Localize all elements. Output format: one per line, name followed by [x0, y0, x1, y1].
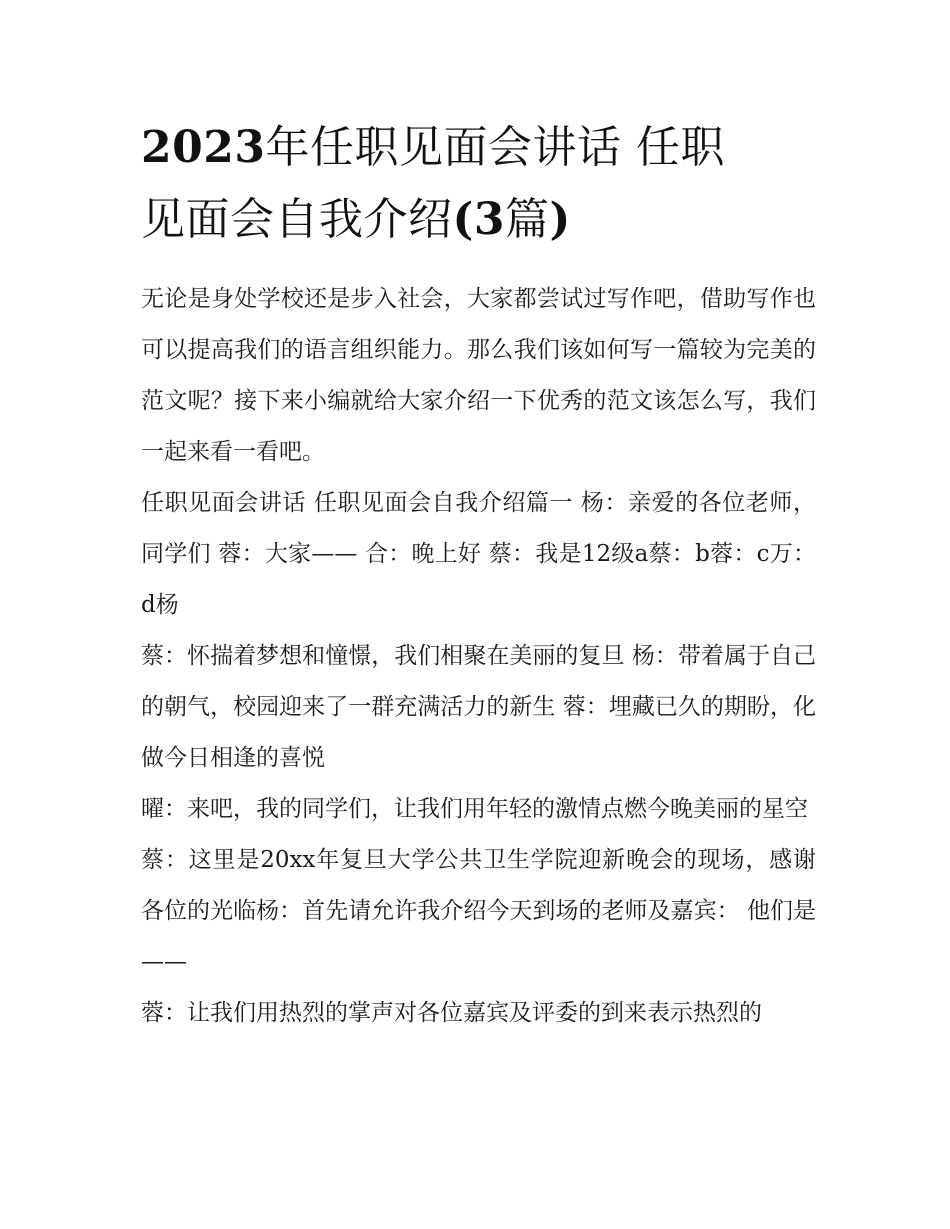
paragraph-applause: 蓉：让我们用热烈的掌声对各位嘉宾及评委的到来表示热烈的: [141, 1000, 762, 1026]
paragraph-dream: 蔡：怀揣着梦想和憧憬，我们相聚在美丽的复旦 杨：带着属于自己的朝气，校园迎来了一群充满活力的新生 蓉：埋藏已久的期盼，化做今日相逢的喜悦: [141, 643, 816, 771]
title-line1-text: 年任职见面会讲话 任职: [265, 122, 725, 173]
document-title: [141, 112, 816, 256]
title-line2-text: 见面会自我介绍: [141, 194, 453, 245]
document-page: [141, 112, 816, 1039]
title-year: 2023: [141, 122, 266, 173]
paragraph-intro: 无论是身处学校还是步入社会，大家都尝试过写作吧，借助写作也可以提高我们的语言组织能力。那么我们该如何写一篇较为完美的范文呢？接下来小编就给大家介绍一下优秀的范文该怎么写，我们一起来看一看吧。: [141, 286, 816, 465]
paragraph-starry-sky: 曜：来吧，我的同学们，让我们用年轻的激情点燃今晚美丽的星空: [141, 796, 808, 822]
paragraph-welcome-guests: 蔡：这里是20xx年复旦大学公共卫生学院迎新晚会的现场，感谢各位的光临杨：首先请允许我介绍今天到场的老师及嘉宾： 他们是——: [141, 847, 816, 975]
title-count-close: ): [549, 194, 571, 245]
title-count-unit: 篇: [504, 194, 550, 245]
paragraph-opening: 任职见面会讲话 任职见面会自我介绍篇一 杨：亲爱的各位老师，同学们 蓉：大家—— 合：晚上好 蔡：我是12级a蔡：b蓉：c万：d杨: [141, 490, 816, 618]
title-count-open: (3: [452, 194, 505, 245]
